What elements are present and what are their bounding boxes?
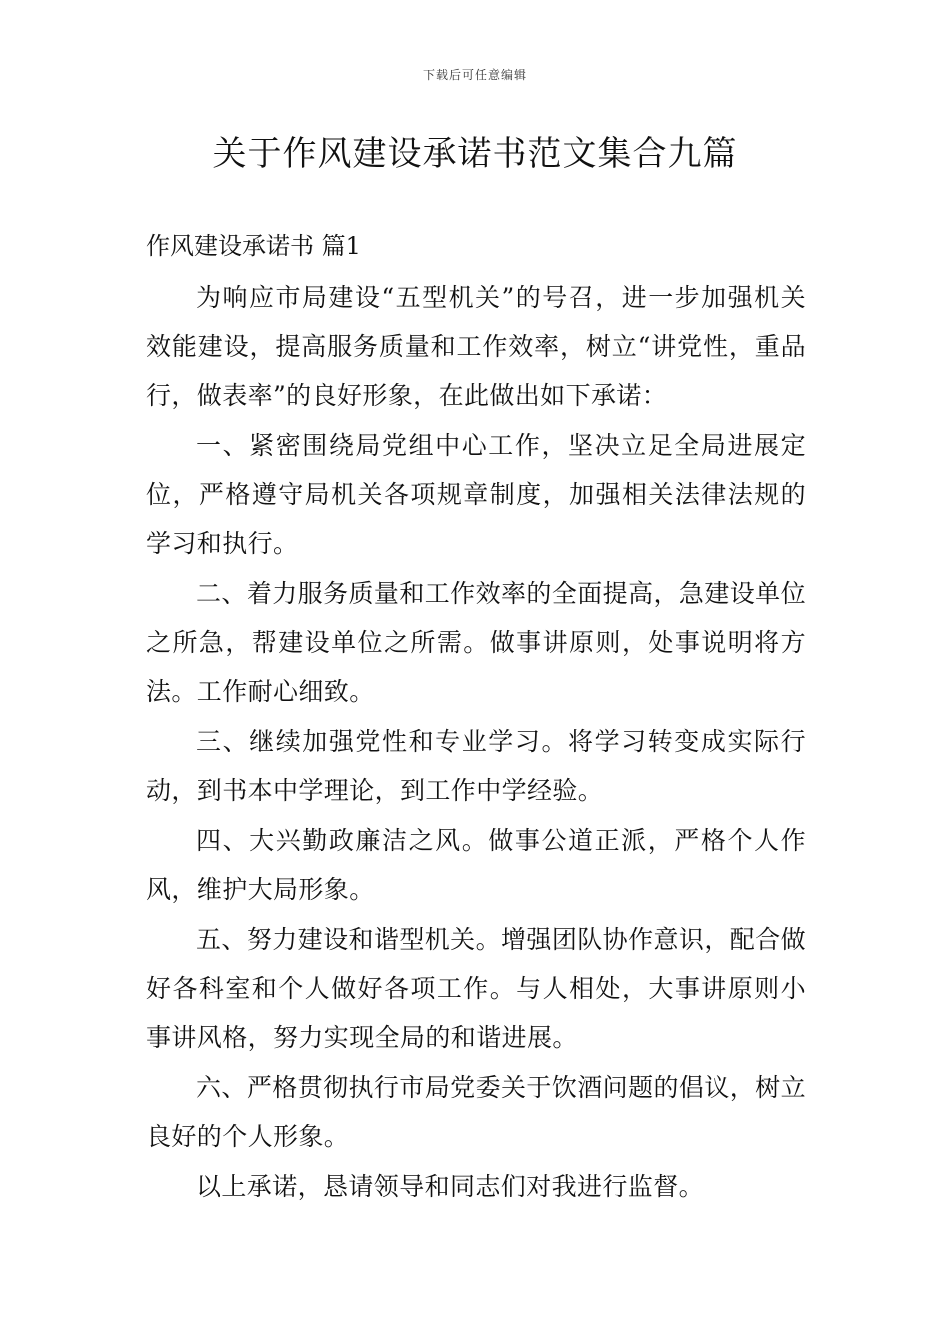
paragraph-item-1: 一、紧密围绕局党组中心工作，坚决立足全局进展定位，严格遵守局机关各项规章制度，加强相关法律法规的学习和执行。 bbox=[146, 431, 806, 558]
paragraph-item-5: 五、努力建设和谐型机关。增强团队协作意识，配合做好各科室和个人做好各项工作。与人相处，大事讲原则小事讲风格，努力实现全局的和谐进展。 bbox=[146, 925, 806, 1052]
paragraph-item-3: 三、继续加强党性和专业学习。将学习转变成实际行动，到书本中学理论，到工作中学经验。 bbox=[146, 727, 806, 805]
document-body bbox=[146, 222, 806, 1212]
paragraph-item-2: 二、着力服务质量和工作效率的全面提高，急建设单位之所急，帮建设单位之所需。做事讲原则，处事说明将方法。工作耐心细致。 bbox=[146, 579, 806, 706]
document-title: 关于作风建设承诺书范文集合九篇 bbox=[212, 134, 738, 174]
paragraph-item-6: 六、严格贯彻执行市局党委关于饮酒问题的倡议，树立良好的个人形象。 bbox=[146, 1073, 806, 1151]
paragraph-item-4: 四、大兴勤政廉洁之风。做事公道正派，严格个人作风，维护大局形象。 bbox=[146, 826, 806, 904]
header-note: 下载后可任意编辑 bbox=[422, 68, 527, 82]
section-heading: 作风建设承诺书 篇1 bbox=[146, 232, 361, 260]
paragraph-closing: 以上承诺，恳请领导和同志们对我进行监督。 bbox=[196, 1172, 705, 1201]
paragraph-intro: 为响应市局建设“五型机关”的号召，进一步加强机关效能建设，提高服务质量和工作效率，树立“讲党性，重品行，做表率”的良好形象，在此做出如下承诺： bbox=[146, 283, 806, 410]
